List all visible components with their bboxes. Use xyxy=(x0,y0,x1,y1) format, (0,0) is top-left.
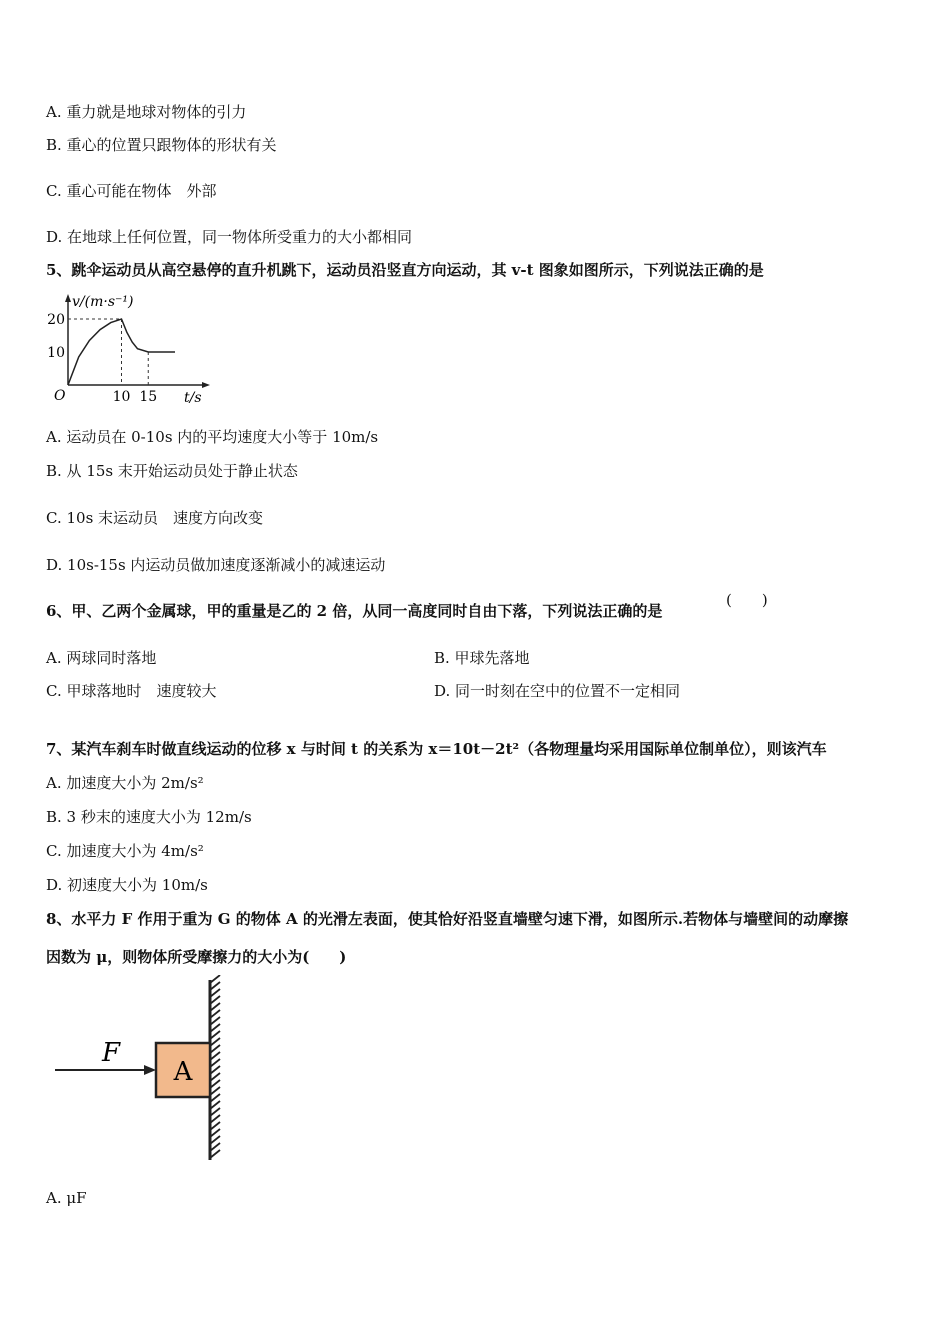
q8-stem-line1: 8、水平力 F 作用于重为 G 的物体 A 的光滑左表面，使其恰好沿竖直墙壁匀速下滑，如图所示.若物体与墙壁间的动摩擦 xyxy=(46,910,849,928)
q6-option-d: D. 同一时刻在空中的位置不一定相同 xyxy=(434,682,681,700)
y-tick-10: 10 xyxy=(47,345,65,361)
vt-chart xyxy=(44,288,219,408)
q7-option-d: D. 初速度大小为 10m/s xyxy=(46,876,208,894)
q4-option-a: A. 重力就是地球对物体的引力 xyxy=(46,103,247,121)
force-label: F xyxy=(102,1038,121,1068)
y-tick-20: 20 xyxy=(47,312,65,328)
x-tick-15: 15 xyxy=(139,389,158,405)
q6-option-c: C. 甲球落地时 速度较大 xyxy=(46,682,217,700)
origin-label: O xyxy=(54,388,66,404)
q7-option-c: C. 加速度大小为 4m/s² xyxy=(46,842,204,860)
q7-stem: 7、某汽车刹车时做直线运动的位移 x 与时间 t 的关系为 x＝10t－2t²（各物理量均采用国际单位制单位），则该汽车 xyxy=(46,740,827,758)
q4-option-d: D. 在地球上任何位置，同一物体所受重力的大小都相同 xyxy=(46,228,413,246)
q5-stem: 5、跳伞运动员从高空悬停的直升机跳下，运动员沿竖直方向运动，其 v-t 图象如图所示，下列说法正确的是 xyxy=(46,261,764,279)
q5-option-c: C. 10s 末运动员 速度方向改变 xyxy=(46,509,264,527)
y-axis-arrow xyxy=(65,294,71,302)
q6-option-b: B. 甲球先落地 xyxy=(434,649,530,667)
q5-option-b: B. 从 15s 末开始运动员处于静止状态 xyxy=(46,462,298,480)
q6-stem: 6、甲、乙两个金属球，甲的重量是乙的 2 倍，从同一高度同时自由下落，下列说法正确的是 xyxy=(46,602,663,620)
q4-option-c: C. 重心可能在物体 外部 xyxy=(46,182,217,200)
q7-option-b: B. 3 秒末的速度大小为 12m/s xyxy=(46,808,252,826)
x-axis-label: t/s xyxy=(184,390,202,406)
q5-option-a: A. 运动员在 0-10s 内的平均速度大小等于 10m/s xyxy=(46,428,379,446)
q7-option-a: A. 加速度大小为 2m/s² xyxy=(46,774,204,792)
q8-option-a: A. μF xyxy=(46,1189,87,1207)
q4-option-b: B. 重心的位置只跟物体的形状有关 xyxy=(46,136,277,154)
x-tick-10: 10 xyxy=(112,389,131,405)
block-a-label: A xyxy=(173,1057,193,1087)
x-axis-arrow xyxy=(202,382,210,388)
q6-answer-paren: ( ) xyxy=(726,591,768,609)
q5-option-d: D. 10s-15s 内运动员做加速度逐渐减小的减速运动 xyxy=(46,556,386,574)
q8-stem-line2: 因数为 μ，则物体所受摩擦力的大小为( ) xyxy=(46,948,347,966)
y-axis-label: v/(m·s⁻¹) xyxy=(72,294,134,310)
force-wall-figure xyxy=(50,975,240,1165)
hatch-mark xyxy=(210,975,220,983)
q6-option-a: A. 两球同时落地 xyxy=(46,649,157,667)
force-arrowhead xyxy=(144,1065,156,1075)
